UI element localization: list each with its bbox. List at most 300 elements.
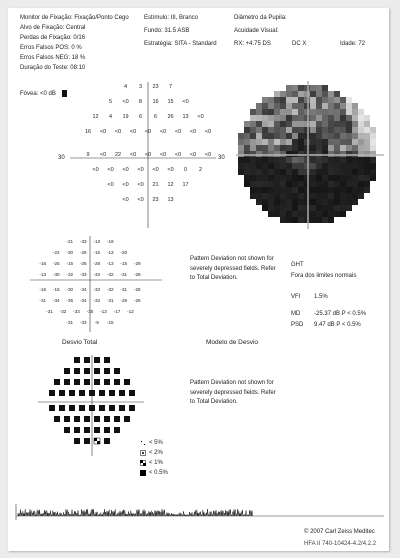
total-deviation-value: -33 (79, 272, 87, 277)
greyscale-cell (352, 133, 358, 139)
greyscale-cell (250, 133, 256, 139)
copyright: © 2007 Carl Zeiss Meditec (304, 529, 375, 535)
total-deviation-value: -33 (79, 239, 87, 244)
greyscale-cell (250, 127, 256, 133)
threshold-value: 8 (138, 99, 143, 105)
greyscale-cell (316, 199, 322, 205)
greyscale-cell (316, 139, 322, 145)
greyscale-cell (328, 175, 334, 181)
threshold-value: 21 (152, 182, 159, 188)
greyscale-cell (310, 187, 316, 193)
greyscale-cell (256, 169, 262, 175)
greyscale-cell (346, 145, 352, 151)
legend-label: < 2% (149, 450, 163, 456)
greyscale-cell (262, 115, 268, 121)
greyscale-cell (244, 121, 250, 127)
greyscale-cell (256, 187, 262, 193)
probability-symbol-solid (89, 405, 95, 411)
greyscale-cell (292, 193, 298, 199)
greyscale-cell (358, 187, 364, 193)
greyscale-cell (280, 97, 286, 103)
probability-symbol-solid (109, 405, 115, 411)
greyscale-cell (244, 181, 250, 187)
greyscale-cell (268, 205, 274, 211)
greyscale-cell (334, 151, 340, 157)
greyscale-cell (250, 145, 256, 151)
greyscale-cell (352, 151, 358, 157)
probability-symbol-solid (74, 438, 80, 444)
probability-symbol-solid (124, 416, 130, 422)
greyscale-cell (340, 151, 346, 157)
greyscale-cell (340, 157, 346, 163)
total-deviation-value: -15 (106, 320, 114, 325)
greyscale-cell (250, 175, 256, 181)
false-negative-errors: Erros Falsos NEG: 18 % (20, 55, 86, 61)
threshold-value: 6 (138, 114, 143, 120)
greyscale-cell (286, 199, 292, 205)
greyscale-cell (268, 175, 274, 181)
false-positive-errors: Erros Falsos POS: 0 % (20, 45, 82, 51)
greyscale-cell (292, 133, 298, 139)
greyscale-cell (352, 193, 358, 199)
greyscale-cell (322, 163, 328, 169)
greyscale-cell (310, 115, 316, 121)
total-deviation-value: -30 (66, 250, 74, 255)
greyscale-cell (292, 205, 298, 211)
probability-symbol-solid (64, 379, 70, 385)
greyscale-cell (298, 103, 304, 109)
threshold-value: <0 (204, 152, 212, 158)
greyscale-cell (274, 199, 280, 205)
greyscale-cell (340, 199, 346, 205)
greyscale-cell (358, 145, 364, 151)
threshold-value: 13 (167, 197, 174, 203)
greyscale-cell (334, 193, 340, 199)
greyscale-cell (340, 127, 346, 133)
greyscale-cell (316, 145, 322, 151)
greyscale-cell (334, 187, 340, 193)
greyscale-cell (250, 187, 256, 193)
greyscale-cell (238, 133, 244, 139)
greyscale-cell (370, 169, 376, 175)
total-deviation-value: -26 (133, 298, 141, 303)
greyscale-cell (286, 193, 292, 199)
threshold-value: <0 (189, 129, 197, 135)
refraction-rx: RX: +4.75 DS (234, 41, 271, 47)
greyscale-cell (304, 151, 310, 157)
greyscale-cell (292, 91, 298, 97)
patient-age: Idade: 72 (340, 41, 366, 47)
threshold-value: 4 (108, 114, 113, 120)
probability-symbol-solid (84, 368, 90, 374)
greyscale-cell (286, 157, 292, 163)
greyscale-cell (268, 187, 274, 193)
greyscale-cell (304, 181, 310, 187)
greyscale-cell (286, 103, 292, 109)
greyscale-cell (238, 163, 244, 169)
probability-symbol-solid (114, 368, 120, 374)
total-deviation-value: -32 (66, 272, 74, 277)
greyscale-cell (310, 157, 316, 163)
probability-symbol-solid (54, 379, 60, 385)
greyscale-cell (298, 193, 304, 199)
total-deviation-value: -13 (39, 272, 47, 277)
total-deviation-value: -34 (52, 298, 60, 303)
greyscale-cell (322, 97, 328, 103)
greyscale-cell (280, 175, 286, 181)
greyscale-cell (262, 97, 268, 103)
total-deviation-value: -26 (133, 287, 141, 292)
greyscale-cell (346, 97, 352, 103)
greyscale-cell (298, 121, 304, 127)
threshold-value: <0 (137, 197, 144, 203)
probability-symbol-solid (69, 390, 75, 396)
greyscale-cell (298, 151, 304, 157)
greyscale-cell (334, 91, 340, 97)
total-deviation-value: -28 (93, 261, 101, 266)
greyscale-cell (244, 139, 250, 145)
greyscale-cell (298, 175, 304, 181)
greyscale-cell (316, 193, 322, 199)
greyscale-cell (256, 133, 262, 139)
greyscale-cell (286, 145, 292, 151)
greyscale-cell (268, 211, 274, 217)
greyscale-cell (262, 133, 268, 139)
greyscale-cell (322, 211, 328, 217)
greyscale-cell (238, 139, 244, 145)
greyscale-cell (370, 139, 376, 145)
total-deviation-value: -15 (52, 287, 60, 292)
greyscale-cell (256, 115, 262, 121)
threshold-value: <0 (114, 129, 122, 135)
greyscale-cell (244, 127, 250, 133)
greyscale-cell (352, 163, 358, 169)
total-deviation-value: -33 (93, 287, 101, 292)
fixation-monitor: Monitor de Fixação: Fixação/Ponto Cego (20, 15, 129, 21)
greyscale-cell (304, 139, 310, 145)
greyscale-cell (346, 199, 352, 205)
greyscale-cell (286, 181, 292, 187)
psd-label: PSD (291, 322, 304, 328)
threshold-value: <0 (122, 182, 129, 188)
greyscale-cell (262, 121, 268, 127)
greyscale-cell (316, 175, 322, 181)
total-deviation-value: -31 (66, 320, 74, 325)
total-deviation-value: -28 (120, 298, 128, 303)
greyscale-cell (256, 145, 262, 151)
threshold-value: 13 (182, 114, 189, 120)
threshold-value: <0 (122, 167, 129, 173)
greyscale-cell (244, 163, 250, 169)
greyscale-cell (256, 163, 262, 169)
greyscale-cell (334, 97, 340, 103)
greyscale-cell (310, 163, 316, 169)
greyscale-cell (328, 151, 334, 157)
greyscale-cell (328, 205, 334, 211)
greyscale-cell (298, 91, 304, 97)
greyscale-cell (268, 199, 274, 205)
greyscale-cell (352, 175, 358, 181)
greyscale-cell (280, 163, 286, 169)
greyscale-cell (292, 103, 298, 109)
threshold-value: 3 (138, 84, 143, 90)
greyscale-cell (274, 205, 280, 211)
stimulus: Estímulo: III, Branco (144, 15, 199, 21)
greyscale-cell (322, 121, 328, 127)
greyscale-cell (274, 97, 280, 103)
greyscale-cell (358, 163, 364, 169)
greyscale-cell (298, 133, 304, 139)
refraction-dc: DC X (292, 41, 307, 47)
greyscale-cell (268, 121, 274, 127)
greyscale-cell (298, 97, 304, 103)
greyscale-cell (274, 151, 280, 157)
greyscale-cell (346, 193, 352, 199)
threshold-axis-label-left: 30 (58, 155, 65, 161)
legend-symbol-solid (140, 470, 146, 476)
probability-symbol-solid (84, 438, 90, 444)
greyscale-cell (274, 211, 280, 217)
greyscale-cell (262, 151, 268, 157)
greyscale-cell (238, 157, 244, 163)
greyscale-cell (310, 151, 316, 157)
threshold-value: <0 (144, 129, 152, 135)
greyscale-cell (292, 115, 298, 121)
total-deviation-value: -13 (106, 250, 114, 255)
greyscale-cell (298, 139, 304, 145)
threshold-value: <0 (99, 129, 107, 135)
footer-code: HFA II 740-10424-4.2/4.2.2 (304, 541, 377, 547)
greyscale-cell (268, 139, 274, 145)
greyscale-cell (334, 109, 340, 115)
greyscale-cell (346, 205, 352, 211)
greyscale-cell (304, 97, 310, 103)
greyscale-cell (310, 133, 316, 139)
greyscale-cell (328, 145, 334, 151)
greyscale-cell (268, 151, 274, 157)
greyscale-cell (286, 115, 292, 121)
probability-symbol-solid (114, 379, 120, 385)
probability-symbol-solid (129, 405, 135, 411)
greyscale-cell (268, 181, 274, 187)
pupil-diameter: Diâmetro da Pupila: (234, 15, 287, 21)
total-deviation-value: -15 (66, 261, 74, 266)
greyscale-cell (298, 109, 304, 115)
greyscale-cell (316, 103, 322, 109)
greyscale-cell (310, 217, 316, 223)
probability-symbol-solid (64, 427, 70, 433)
greyscale-cell (334, 103, 340, 109)
greyscale-cell (364, 187, 370, 193)
greyscale-cell (286, 217, 292, 223)
greyscale-cell (364, 181, 370, 187)
greyscale-cell (304, 217, 310, 223)
probability-symbol-solid (59, 390, 65, 396)
greyscale-cell (328, 181, 334, 187)
probability-symbol-solid (94, 368, 100, 374)
legend-symbol-dots-light (140, 440, 146, 446)
greyscale-cell (346, 115, 352, 121)
probability-symbol-solid (114, 416, 120, 422)
greyscale-cell (346, 169, 352, 175)
greyscale-cell (346, 121, 352, 127)
greyscale-cell (358, 133, 364, 139)
greyscale-cell (316, 97, 322, 103)
threshold-value: <0 (182, 99, 189, 105)
greyscale-cell (304, 85, 310, 91)
greyscale-cell (340, 205, 346, 211)
greyscale-cell (280, 181, 286, 187)
greyscale-cell (328, 199, 334, 205)
threshold-value: 23 (152, 197, 159, 203)
greyscale-cell (340, 145, 346, 151)
greyscale-cell (328, 193, 334, 199)
greyscale-cell (304, 133, 310, 139)
greyscale-cell (286, 151, 292, 157)
probability-symbol-solid (94, 416, 100, 422)
greyscale-cell (286, 211, 292, 217)
greyscale-cell (316, 163, 322, 169)
greyscale-cell (334, 157, 340, 163)
greyscale-cell (310, 127, 316, 133)
probability-symbol-solid (104, 438, 110, 444)
probability-symbol-solid (64, 416, 70, 422)
greyscale-cell (286, 205, 292, 211)
greyscale-cell (310, 181, 316, 187)
greyscale-cell (256, 127, 262, 133)
greyscale-cell (280, 115, 286, 121)
greyscale-cell (250, 151, 256, 157)
probability-symbol-solid (124, 379, 130, 385)
probability-symbol-solid (79, 390, 85, 396)
probability-symbol-solid (119, 405, 125, 411)
greyscale-cell (358, 139, 364, 145)
greyscale-cell (250, 157, 256, 163)
greyscale-cell (280, 103, 286, 109)
probability-symbol-solid (104, 427, 110, 433)
threshold-value: <0 (107, 167, 114, 173)
greyscale-cell (274, 121, 280, 127)
total-deviation-value: -16 (93, 250, 101, 255)
greyscale-cell (280, 217, 286, 223)
greyscale-cell (298, 85, 304, 91)
greyscale-cell (268, 163, 274, 169)
total-deviation-probability-plot (36, 353, 146, 458)
probability-symbol-solid (84, 379, 90, 385)
greyscale-cell (346, 139, 352, 145)
threshold-value: <0 (107, 182, 114, 188)
greyscale-cell (238, 169, 244, 175)
greyscale-cell (352, 169, 358, 175)
greyscale-cell (340, 193, 346, 199)
greyscale-cell (256, 151, 262, 157)
greyscale-cell (280, 91, 286, 97)
greyscale-cell (292, 85, 298, 91)
greyscale-cell (322, 133, 328, 139)
greyscale-cell (262, 139, 268, 145)
greyscale-cell (286, 163, 292, 169)
threshold-value: <0 (137, 167, 144, 173)
greyscale-cell (316, 217, 322, 223)
greyscale-cell (328, 211, 334, 217)
threshold-value: 17 (182, 182, 189, 188)
greyscale-cell (340, 133, 346, 139)
greyscale-cell (292, 175, 298, 181)
total-deviation-value: -32 (106, 272, 114, 277)
greyscale-cell (298, 145, 304, 151)
greyscale-cell (322, 205, 328, 211)
greyscale-cell (358, 109, 364, 115)
total-deviation-value: -33 (93, 272, 101, 277)
greyscale-cell (328, 139, 334, 145)
greyscale-cell (352, 187, 358, 193)
greyscale-cell (334, 145, 340, 151)
greyscale-cell (340, 139, 346, 145)
greyscale-cell (334, 163, 340, 169)
probability-symbol-solid (104, 379, 110, 385)
threshold-value: 22 (114, 152, 122, 158)
greyscale-cell (328, 115, 334, 121)
greyscale-cell (262, 175, 268, 181)
probability-symbol-solid (49, 390, 55, 396)
greyscale-cell (262, 169, 268, 175)
greyscale-cell (268, 97, 274, 103)
greyscale-cell (346, 187, 352, 193)
greyscale-cell (286, 121, 292, 127)
greyscale-cell (274, 175, 280, 181)
greyscale-cell (238, 151, 244, 157)
greyscale-cell (292, 211, 298, 217)
total-deviation-value-plot (28, 234, 163, 334)
greyscale-cell (328, 121, 334, 127)
greyscale-cell (340, 121, 346, 127)
total-deviation-value: -16 (39, 261, 47, 266)
legend-label: < 0.5% (149, 470, 168, 476)
greyscale-cell (280, 121, 286, 127)
probability-symbol-solid (84, 357, 90, 363)
greyscale-cell (358, 193, 364, 199)
greyscale-cell (250, 169, 256, 175)
greyscale-cell (292, 109, 298, 115)
greyscale-cell (316, 115, 322, 121)
greyscale-cell (256, 139, 262, 145)
printout-sheet (8, 8, 389, 551)
probability-symbol-solid (74, 357, 80, 363)
greyscale-cell (286, 175, 292, 181)
greyscale-cell (358, 151, 364, 157)
greyscale-cell (322, 85, 328, 91)
total-deviation-value: -30 (86, 309, 94, 314)
pattern-deviation-note-bottom: Pattern Deviation not shown for severely depressed fields. Refer to Total Deviation. (190, 380, 276, 405)
greyscale-cell (310, 103, 316, 109)
greyscale-cell (364, 115, 370, 121)
threshold-value: 12 (92, 114, 99, 120)
greyscale-cell (292, 151, 298, 157)
greyscale-cell (268, 109, 274, 115)
pattern-deviation-title: Modelo de Desvio (206, 339, 259, 346)
greyscale-cell (322, 145, 328, 151)
greyscale-cell (244, 169, 250, 175)
greyscale-cell (358, 175, 364, 181)
total-deviation-value: -31 (39, 298, 47, 303)
greyscale-cell (280, 205, 286, 211)
greyscale-cell (364, 145, 370, 151)
total-deviation-value: -16 (39, 287, 47, 292)
greyscale-cell (250, 121, 256, 127)
greyscale-cell (322, 139, 328, 145)
greyscale-field-map (236, 81, 386, 231)
greyscale-cell (352, 127, 358, 133)
